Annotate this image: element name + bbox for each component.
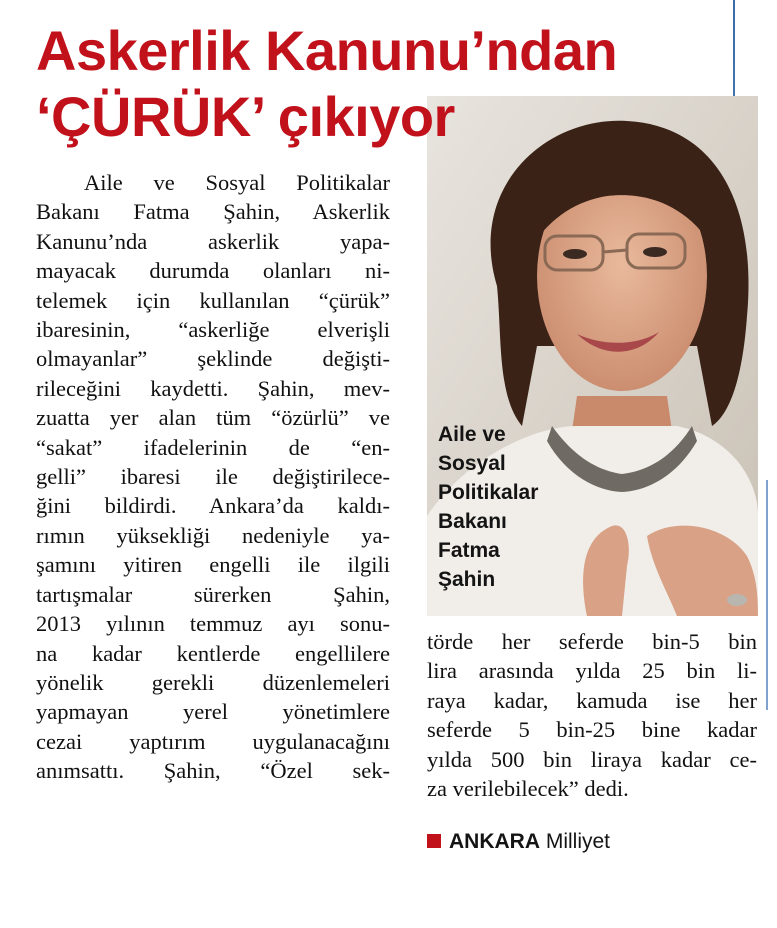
body-column-2 bbox=[427, 627, 757, 803]
body-line: gelli” ibaresi ile değiştirilece- bbox=[36, 464, 390, 490]
caption-line: Şahin bbox=[438, 568, 496, 591]
byline-location: ANKARA bbox=[449, 830, 540, 853]
body-line: anımsattı. Şahin, “Özel sek- bbox=[36, 758, 390, 784]
body-line: olmayanlar” şeklinde değişti- bbox=[36, 346, 390, 372]
body-line: törde her seferde bin-5 bin bbox=[427, 629, 757, 654]
body-line: mayacak durumda olanları ni- bbox=[36, 258, 390, 284]
column-rule-lower bbox=[766, 480, 768, 710]
caption-line: Aile ve bbox=[438, 423, 506, 446]
byline-source: Milliyet bbox=[545, 830, 611, 853]
body-line: ğini bildirdi. Ankara’da kaldı- bbox=[36, 493, 390, 519]
body-line: zuatta yer alan tüm “özürlü” ve bbox=[36, 405, 390, 431]
headline-line-2: ‘ÇÜRÜK’ çıkıyor bbox=[36, 85, 455, 148]
body-line: Bakanı Fatma Şahin, Askerlik bbox=[36, 199, 390, 225]
byline bbox=[427, 828, 610, 856]
body-line: ibaresinin, “askerliğe elverişli bbox=[36, 317, 390, 343]
body-line: za verilebilecek” dedi. bbox=[427, 776, 629, 802]
body-line: yönelik gerekli düzenlemeleri bbox=[36, 669, 390, 695]
body-line: Kanunu’nda askerlik yapa- bbox=[36, 228, 390, 254]
byline-square-icon bbox=[427, 834, 441, 848]
caption-line: Fatma bbox=[438, 539, 500, 562]
caption-line: Sosyal bbox=[438, 452, 506, 475]
caption-line: Politikalar bbox=[438, 481, 539, 504]
body-line: yapmayan yerel yönetimlere bbox=[36, 699, 390, 725]
body-line: 2013 yılının temmuz ayı sonu- bbox=[36, 611, 390, 637]
body-line: yılda 500 bin liraya kadar ce- bbox=[427, 746, 757, 772]
body-line: raya kadar, kamuda ise her bbox=[427, 687, 757, 713]
headline-line-1: Askerlik Kanunu’ndan bbox=[36, 19, 618, 82]
body-line: cezai yaptırım uygulanacağını bbox=[36, 728, 390, 754]
body-line: Aile ve Sosyal Politikalar bbox=[84, 170, 390, 195]
body-line: rileceğini kaydetti. Şahin, mev- bbox=[36, 375, 390, 401]
body-line: telemek için kullanılan “çürük” bbox=[36, 287, 390, 313]
body-line: tartışmalar sürerken Şahin, bbox=[36, 581, 390, 607]
body-line: “sakat” ifadelerinin de “en- bbox=[36, 434, 390, 460]
caption-line: Bakanı bbox=[438, 510, 507, 533]
body-column-1 bbox=[36, 168, 390, 786]
photo-caption bbox=[438, 420, 608, 594]
body-line: rımın yüksekliği nedeniyle ya- bbox=[36, 522, 390, 548]
body-line: seferde 5 bin-25 bine kadar bbox=[427, 717, 757, 743]
body-line: lira arasında yılda 25 bin li- bbox=[427, 658, 757, 684]
headline bbox=[36, 18, 736, 150]
body-line: na kadar kentlerde engellilere bbox=[36, 640, 390, 666]
body-line: şamını yitiren engelli ile ilgili bbox=[36, 552, 390, 578]
